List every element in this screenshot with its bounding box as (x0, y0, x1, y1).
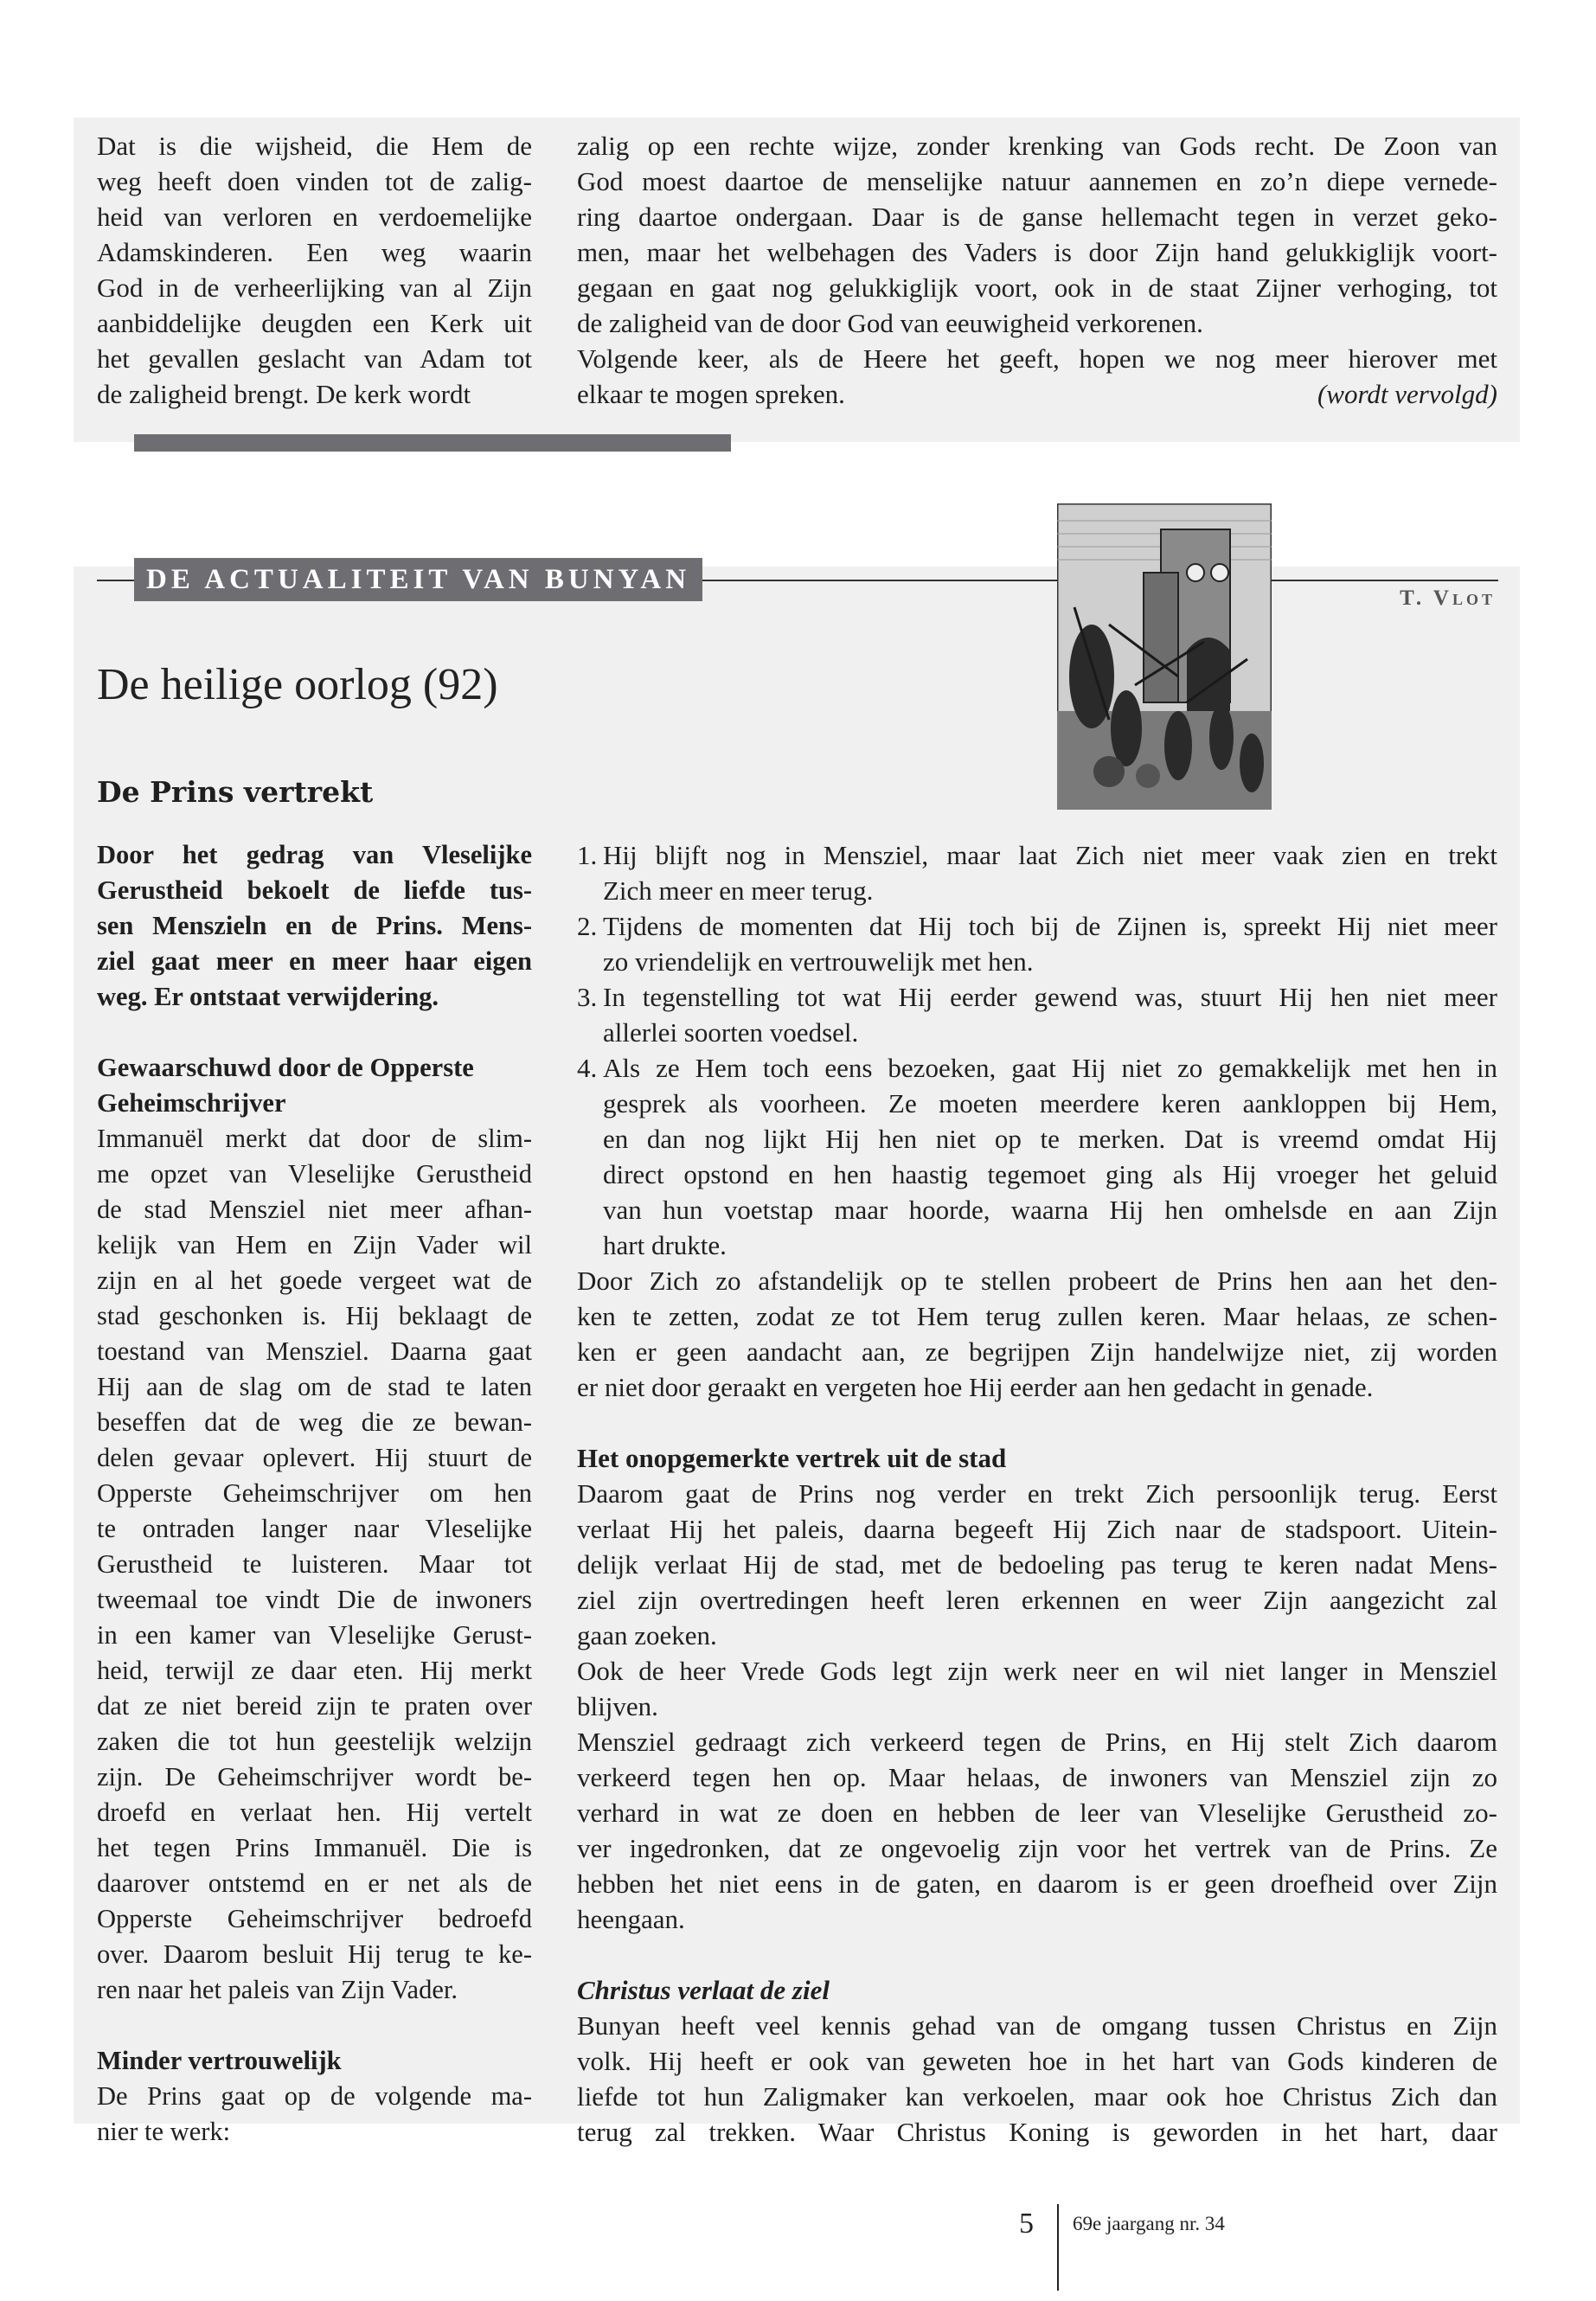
list-item (577, 908, 1497, 979)
continuation-line: zalig op een rechte wijze, zonder krenking van Gods recht. De Zoon van (577, 131, 1497, 161)
body-line: stad geschonken is. Hij beklaagt de (97, 1301, 532, 1330)
body-line: liefde tot hun Zaligmaker kan verkoelen, maar ook hoe Christus Zich dan (577, 2081, 1497, 2112)
continuation-line: God moest daartoe de menselijke natuur aannemen en zo’n diepe vernede- (577, 166, 1497, 196)
continuation-left-column (97, 128, 532, 412)
body-line: me opzet van Vleselijke Gerustheid (97, 1159, 532, 1189)
body-line: Door Zich zo afstandelijk op te stellen probeert de Prins hen aan het den- (577, 1266, 1497, 1296)
article-subtitle: De Prins vertrekt (97, 775, 374, 809)
continuation-line: Volgende keer, als de Heere het geeft, hopen we nog meer hierover met (577, 343, 1497, 374)
continuation-last-line: elkaar te mogen spreken. (577, 379, 845, 409)
body-line: in een kamer van Vleselijke Gerust- (97, 1620, 532, 1650)
body-line: ziel zijn overtredingen heeft leren erkennen en weer Zijn aangezicht zal (577, 1585, 1497, 1615)
body-line: zaken die tot hun geestelijk welzijn (97, 1727, 532, 1756)
list-line: allerlei soorten voedsel. (603, 1017, 859, 1048)
continuation-line: het gevallen geslacht van Adam tot (97, 343, 532, 374)
continuation-right-column (577, 128, 1497, 412)
continuation-line: de zaligheid van de door God van eeuwigheid verkorenen. (577, 308, 1203, 338)
continuation-line: heid van verloren en verdoemelijke (97, 202, 532, 232)
body-line: hebben het niet eens in de gaten, en daarom is er geen droefheid over Zijn (577, 1868, 1497, 1899)
list-line: Zich meer en meer terug. (603, 875, 874, 906)
body-line: gaan zoeken. (577, 1620, 717, 1650)
body-line: Daarom gaat de Prins nog verder en trekt Zich persoonlijk terug. Eerst (577, 1478, 1497, 1509)
body-line: ver ingedronken, dat ze ongevoelig zijn voor het vertrek van de Prins. Ze (577, 1833, 1497, 1863)
body-line: verhard in wat ze doen en hebben de leer van Vleselijke Gerustheid zo- (577, 1798, 1497, 1828)
continuation-line: gegaan en gaat nog gelukkiglijk voort, ook in de staat Zijner verhoging, tot (577, 272, 1497, 303)
list-number: 4. (577, 1053, 598, 1083)
body-line: ken te zetten, zodat ze tot Hem terug zullen keren. Maar helaas, ze schen- (577, 1301, 1497, 1331)
list-line: gesprek als voorheen. Ze moeten meerdere keren aankloppen bij Hem, (603, 1088, 1497, 1118)
body-line: Immanuël merkt dat door de slim- (97, 1124, 532, 1153)
list-number: 3. (577, 982, 598, 1012)
list-line: hart drukte. (603, 1230, 727, 1260)
continuation-line: men, maar het welbehagen des Vaders is door Zijn hand gelukkiglijk voort- (577, 237, 1497, 267)
list-line: Tijdens de momenten dat Hij toch bij de Zijnen is, spreekt Hij niet meer (603, 911, 1497, 941)
body-line: dat ze niet bereid zijn te praten over (97, 1691, 532, 1721)
list-line: Als ze Hem toch eens bezoeken, gaat Hij niet zo gemakkelijk met hen in (603, 1053, 1497, 1083)
continuation-line: de zaligheid brengt. De kerk wordt (97, 379, 471, 409)
continuation-line: ring daartoe ondergaan. Daar is de ganse hellemacht tegen in verzet geko- (577, 202, 1497, 232)
to-be-continued: (wordt vervolgd) (1317, 379, 1497, 409)
body-line: de stad Mensziel niet meer afhan- (97, 1195, 532, 1224)
lead-line: weg. Er ontstaat verwijdering. (97, 982, 439, 1011)
article-title: De heilige oorlog (92) (97, 660, 498, 709)
continuation-line: weg heeft doen vinden tot de zalig- (97, 166, 532, 196)
continuation-line: aanbiddelijke deugden een Kerk uit (97, 308, 532, 338)
body-line: nier te werk: (97, 2117, 231, 2146)
panel-tab-bar (134, 434, 731, 452)
body-line: Opperste Geheimschrijver bedroefd (97, 1904, 532, 1933)
lead-line: Gerustheid bekoelt de liefde tus- (97, 875, 532, 905)
article-right-column (577, 837, 1497, 2150)
issue-info: 69e jaargang nr. 34 (1073, 2213, 1225, 2234)
body-line: ren naar het paleis van Zijn Vader. (97, 1975, 458, 2004)
lead-line: Door het gedrag van Vleselijke (97, 840, 532, 869)
body-line: beseffen dat de weg die ze bewan- (97, 1407, 532, 1437)
body-line: heid, terwijl ze daar eten. Hij merkt (97, 1656, 532, 1685)
article-left-column (97, 837, 532, 2150)
body-line: tweemaal toe vindt Die de inwoners (97, 1585, 532, 1614)
list-line: en dan nog lijkt Hij hen niet op te merken. Dat is vreemd omdat Hij (603, 1124, 1497, 1154)
list-line: direct opstond en hen haastig tegemoet ging als Hij vroeger het geluid (603, 1159, 1497, 1189)
paragraph-gap (577, 1937, 1497, 1972)
body-line: Ook de heer Vrede Gods legt zijn werk neer en wil niet langer in Mensziel (577, 1656, 1497, 1686)
list-line: Hij blijft nog in Mensziel, maar laat Zich niet meer vaak zien en trekt (603, 840, 1497, 870)
continuation-line: Adamskinderen. Een weg waarin (97, 237, 532, 267)
woodcut-siege-illustration-icon (1057, 503, 1272, 810)
body-line: Bunyan heeft veel kennis gehad van de omgang tussen Christus en Zijn (577, 2010, 1497, 2041)
list-line: zo vriendelijk en vertrouwelijk met hen. (603, 946, 1034, 977)
subheading-warned: Geheimschrijver (97, 1088, 286, 1118)
body-line: De Prins gaat op de volgende ma- (97, 2081, 532, 2111)
body-line: blijven. (577, 1691, 658, 1721)
body-line: delen gevaar oplevert. Hij stuurt de (97, 1443, 532, 1472)
subheading-departure: Het onopgemerkte vertrek uit de stad (577, 1443, 1007, 1473)
author-name (1400, 586, 1496, 611)
body-line: delijk verlaat Hij de stad, met de bedoeling pas terug te keren nadat Mens- (577, 1549, 1497, 1580)
footer-rule (1057, 2204, 1059, 2291)
body-line: Mensziel gedraagt zich verkeerd tegen de Prins, en Hij stelt Zich daarom (577, 1727, 1497, 1757)
author-text: T. Vlot (1400, 586, 1496, 610)
body-line: kelijk van Hem en Zijn Vader wil (97, 1230, 532, 1259)
list-number: 1. (577, 840, 598, 870)
body-line: volk. Hij heeft er ook van geweten hoe in het hart van Gods kinderen de (577, 2046, 1497, 2076)
body-line: zijn. De Geheimschrijver wordt be- (97, 1762, 532, 1791)
body-line: over. Daarom besluit Hij terug te ke- (97, 1939, 532, 1969)
subheading-less-trusting: Minder vertrouwelijk (97, 2046, 342, 2075)
continuation-line: Dat is die wijsheid, die Hem de (97, 131, 532, 161)
lead-line: sen Menszieln en de Prins. Mens- (97, 911, 532, 940)
body-line: verkeerd tegen hen op. Maar helaas, de inwoners van Mensziel zijn zo (577, 1762, 1497, 1792)
body-line: zijn en al het goede vergeet wat de (97, 1266, 532, 1295)
body-line: droefd en verlaat hen. Hij vertelt (97, 1798, 532, 1827)
body-line: Hij aan de slag om de stad te laten (97, 1372, 532, 1401)
body-line: terug zal trekken. Waar Christus Koning is geworden in het hart, daar (577, 2117, 1497, 2147)
body-line: heengaan. (577, 1904, 685, 1934)
subheading-christ: Christus verlaat de ziel (577, 1975, 830, 2005)
lead-line: ziel gaat meer en meer haar eigen (97, 946, 532, 976)
body-line: toestand van Mensziel. Daarna gaat (97, 1336, 532, 1366)
body-line: ken er geen aandacht aan, ze begrijpen Zijn handelwijze niet, zij worden (577, 1336, 1497, 1367)
list-line: In tegenstelling tot wat Hij eerder gewend was, stuurt Hij hen niet meer (603, 982, 1497, 1012)
body-line: daarover ontstemd en er net als de (97, 1868, 532, 1898)
list-item (577, 1050, 1497, 1263)
body-line: het tegen Prins Immanuël. Die is (97, 1833, 532, 1862)
body-line: te ontraden langer naar Vleselijke (97, 1514, 532, 1543)
list-item (577, 979, 1497, 1050)
list-number: 2. (577, 911, 598, 941)
continuation-line: God in de verheerlijking van al Zijn (97, 272, 532, 303)
paragraph-gap (97, 2008, 532, 2043)
section-label: DE ACTUALITEIT VAN BUNYAN (134, 558, 702, 601)
body-line: verlaat Hij het paleis, daarna begeeft Hij Zich naar de stadspoort. Uitein- (577, 1514, 1497, 1544)
subheading-warned: Gewaarschuwd door de Opperste (97, 1053, 474, 1082)
list-item (577, 837, 1497, 908)
body-line: Gerustheid te luisteren. Maar tot (97, 1549, 532, 1579)
paragraph-gap (577, 1405, 1497, 1440)
list-line: van hun voetstap maar hoorde, waarna Hij hen omhelsde en aan Zijn (603, 1195, 1497, 1225)
body-line: Opperste Geheimschrijver om hen (97, 1478, 532, 1508)
paragraph-gap (97, 1015, 532, 1050)
body-line: er niet door geraakt en vergeten hoe Hij eerder aan hen gedacht in genade. (577, 1372, 1374, 1402)
page-number: 5 (1019, 2208, 1034, 2240)
